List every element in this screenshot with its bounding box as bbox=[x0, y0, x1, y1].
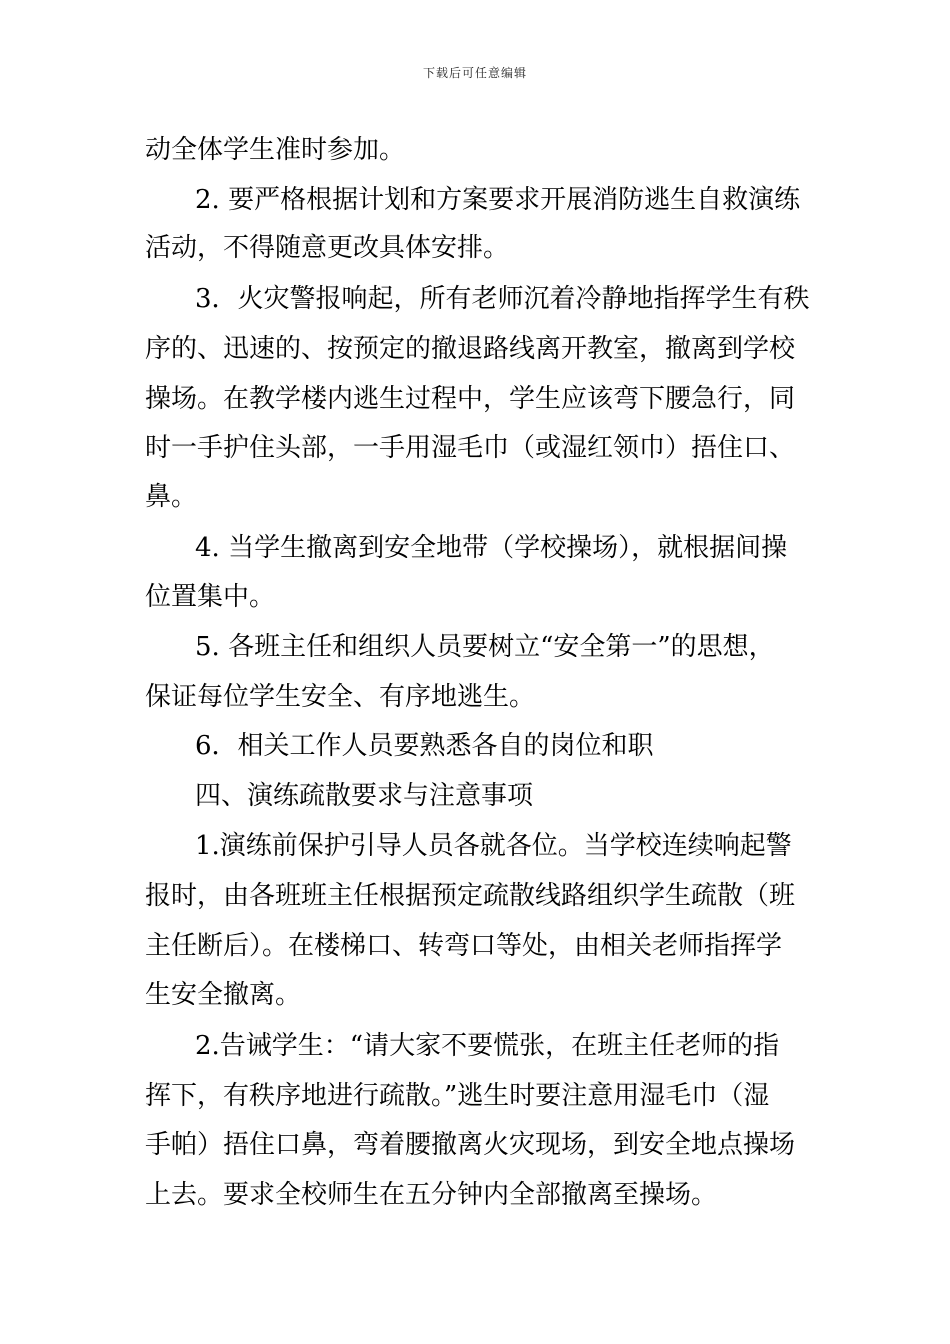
text-line: 序的、迅速的、按预定的撤退路线离开教室，撤离到学校 bbox=[145, 334, 796, 364]
text-line: 2. 要严格根据计划和方案要求开展消防逃生自救演练 bbox=[195, 185, 801, 215]
text-line: 1.演练前保护引导人员各就各位。当学校连续响起警 bbox=[195, 831, 792, 861]
text-line: 动全体学生准时参加。 bbox=[145, 135, 406, 165]
text-line: 3．火灾警报响起，所有老师沉着冷静地指挥学生有秩 bbox=[195, 284, 810, 314]
text-line: 保证每位学生安全、有序地逃生。 bbox=[145, 682, 536, 712]
text-line: 5. 各班主任和组织人员要树立“安全第一”的思想， bbox=[195, 632, 775, 662]
page-header: 下载后可任意编辑 bbox=[422, 66, 527, 80]
text-line: 2.告诫学生：“请大家不要慌张，在班主任老师的指 bbox=[195, 1031, 780, 1061]
text-line: 时一手护住头部，一手用湿毛巾（或湿红领巾）捂住口、 bbox=[145, 433, 796, 463]
text-line: 位置集中。 bbox=[145, 582, 276, 612]
section-heading: 四、演练疏散要求与注意事项 bbox=[195, 781, 534, 811]
text-line: 主任断后）。在楼梯口、转弯口等处，由相关老师指挥学 bbox=[145, 931, 783, 961]
text-line: 鼻。 bbox=[145, 482, 198, 512]
text-line: 挥下，有秩序地进行疏散。”逃生时要注意用湿毛巾（湿 bbox=[145, 1081, 770, 1111]
text-line: 上去。要求全校师生在五分钟内全部撤离至操场。 bbox=[145, 1180, 718, 1210]
text-line: 生安全撤离。 bbox=[145, 980, 302, 1010]
text-line: 操场。在教学楼内逃生过程中，学生应该弯下腰急行，同 bbox=[145, 384, 796, 414]
text-line: 报时，由各班班主任根据预定疏散线路组织学生疏散（班 bbox=[145, 881, 796, 911]
text-line: 6．相关工作人员要熟悉各自的岗位和职 bbox=[195, 731, 654, 761]
text-line: 手帕）捂住口鼻，弯着腰撤离火灾现场，到安全地点操场 bbox=[145, 1130, 796, 1160]
text-line: 4. 当学生撤离到安全地带（学校操场），就根据间操 bbox=[195, 533, 788, 563]
text-line: 活动，不得随意更改具体安排。 bbox=[145, 233, 510, 263]
